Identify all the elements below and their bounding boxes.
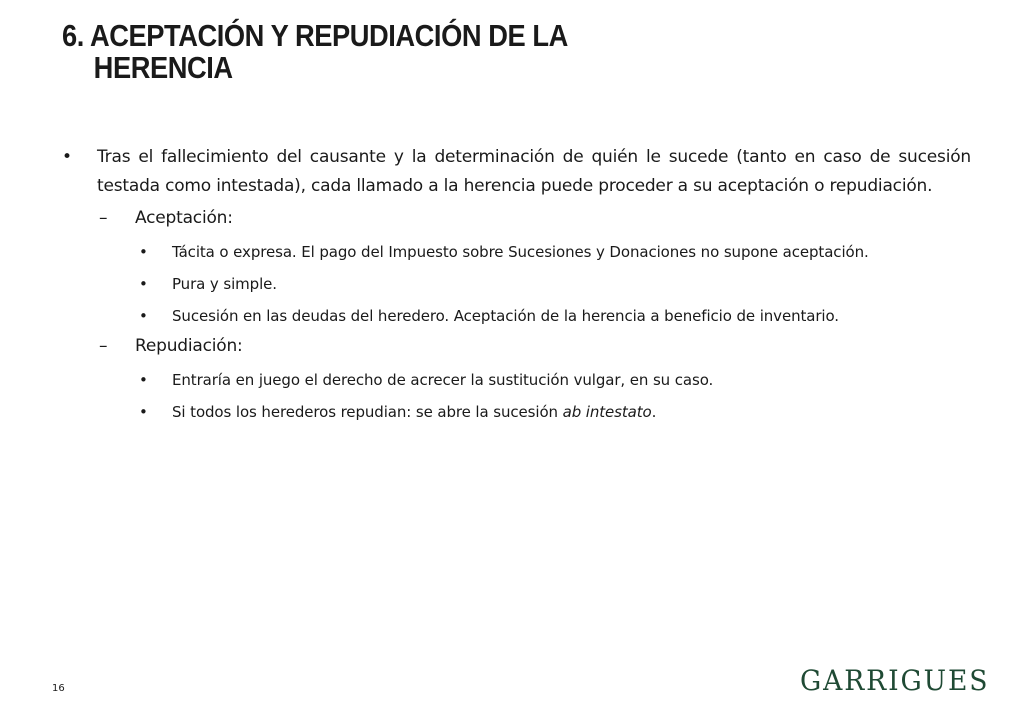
repudiacion-item-text: Si todos los herederos repudian: se abre la sucesión [172,403,563,421]
aceptacion-item-text: Sucesión en las deudas del heredero. Aceptación de la herencia a beneficio de inventario. [172,307,839,325]
bullet-icon: • [139,243,148,261]
garrigues-logo: GARRIGUES [800,664,990,697]
slide-body [62,143,971,425]
slide-title-line2: HERENCIA [93,50,233,85]
repudiacion-item-italic: ab intestato [562,403,652,421]
dash-icon: – [99,336,108,356]
intro-bullet [62,143,971,201]
bullet-icon: • [139,371,148,389]
repudiacion-item [62,368,971,393]
aceptacion-heading-item [62,204,971,232]
aceptacion-heading: Aceptación: [135,208,233,228]
page-number: 16 [52,683,65,694]
bullet-icon: • [139,275,148,293]
intro-text: Tras el fallecimiento del causante y la determinación de quién le sucede (tanto en caso de sucesión testada como intestada), cada llamado a la herencia puede proceder a su aceptación o repudiación. [97,147,971,196]
slide-title-line1: 6. ACEPTACIÓN Y REPUDIACIÓN DE LA [62,18,568,53]
repudiacion-item [62,400,971,425]
bullet-icon: • [139,403,148,421]
repudiacion-heading: Repudiación: [135,336,243,356]
aceptacion-item [62,304,971,329]
repudiacion-item-end: . [651,403,657,421]
repudiacion-heading-item [62,332,971,360]
slide-title [62,20,678,84]
aceptacion-item [62,272,971,297]
dash-icon: – [99,208,108,228]
aceptacion-item [62,240,971,265]
aceptacion-item-text: Tácita o expresa. El pago del Impuesto sobre Sucesiones y Donaciones no supone aceptación. [172,243,869,261]
bullet-icon: • [139,307,148,325]
bullet-icon: • [62,147,72,167]
aceptacion-item-text: Pura y simple. [172,275,277,293]
repudiacion-item-text: Entraría en juego el derecho de acrecer la sustitución vulgar, en su caso. [172,371,714,389]
